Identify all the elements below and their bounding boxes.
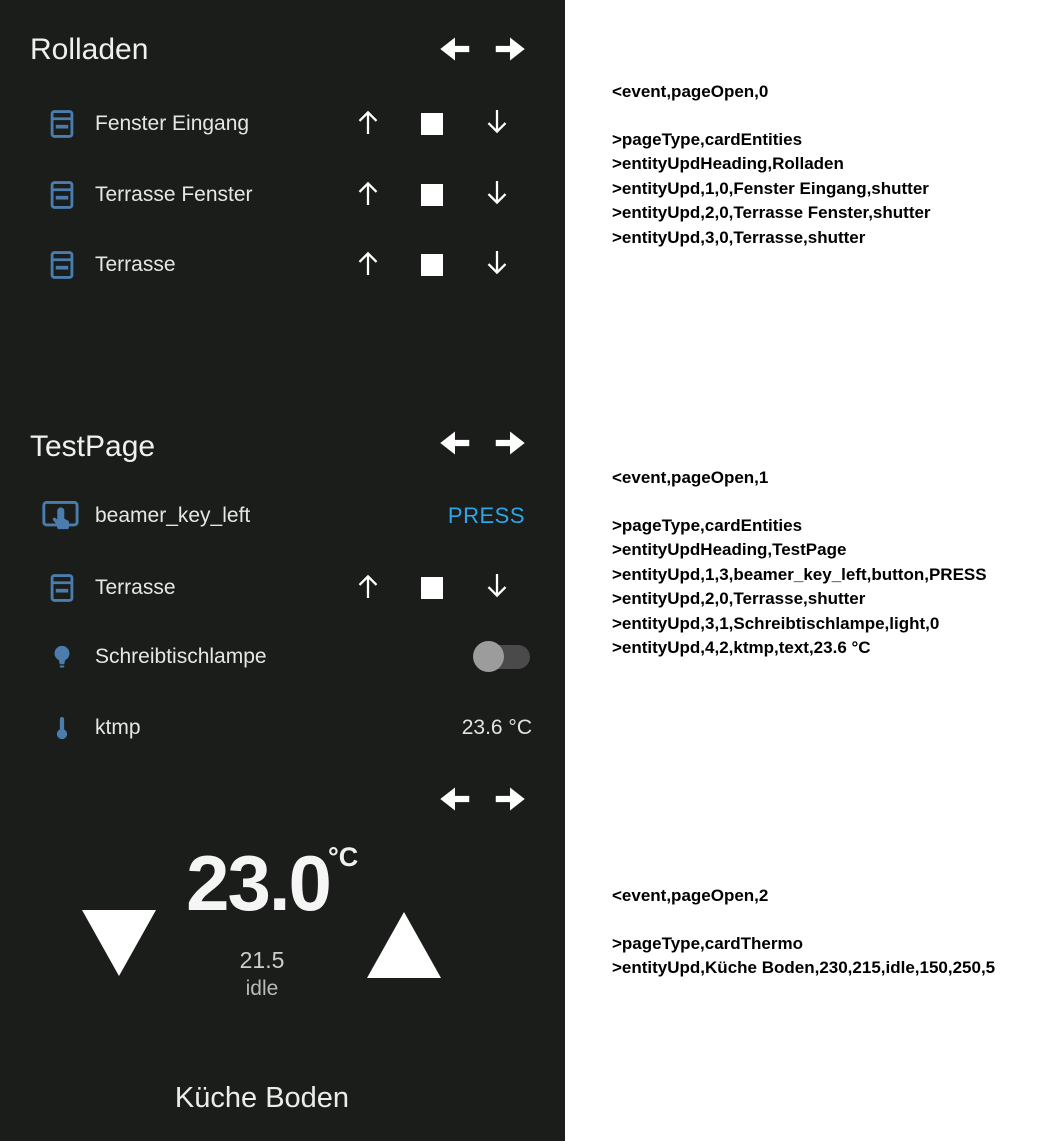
entity-row: [0, 173, 565, 217]
shutter-stop-button[interactable]: [421, 113, 443, 135]
temperature-unit: °C: [328, 842, 359, 872]
entity-row: [0, 566, 565, 610]
card-thermo: [0, 770, 565, 1141]
protocol-line: >pageType,cardEntities: [612, 515, 803, 535]
shutter-down-button[interactable]: [480, 247, 514, 283]
toggle-knob: [473, 641, 504, 672]
shutter-down-button[interactable]: [480, 570, 514, 606]
shutter-stop-button[interactable]: [421, 254, 443, 276]
protocol-event-line: <event,pageOpen,1: [612, 468, 769, 487]
gesture-tap-button-icon: [42, 499, 82, 533]
arrow-up-icon: [352, 105, 384, 144]
window-shutter-icon: [42, 570, 82, 606]
arrow-up-icon: [352, 569, 384, 608]
protocol-block-page2: [612, 884, 1045, 981]
thermo-title: Küche Boden: [174, 1082, 350, 1114]
shutter-up-button[interactable]: [351, 177, 385, 213]
target-temperature: 21.5: [239, 947, 285, 973]
shutter-up-button[interactable]: [351, 570, 385, 606]
entity-row: [0, 706, 565, 750]
arrow-up-icon: [352, 176, 384, 215]
thermometer-icon: [42, 711, 82, 745]
nav-next-button[interactable]: [489, 782, 531, 820]
entity-label: ktmp: [95, 716, 141, 739]
light-toggle[interactable]: [473, 641, 531, 673]
entity-row: [0, 494, 565, 538]
hvac-state: idle: [245, 977, 279, 1000]
lightbulb-icon: [42, 640, 82, 674]
protocol-line: >entityUpdHeading,TestPage: [612, 540, 847, 559]
shutter-down-button[interactable]: [480, 177, 514, 213]
entity-label: beamer_key_left: [95, 504, 251, 527]
press-button[interactable]: PRESS: [447, 503, 525, 528]
entity-label: Terrasse: [95, 253, 176, 276]
arrow-left-bold-icon: [434, 30, 476, 73]
nav-prev-button[interactable]: [434, 782, 476, 820]
entity-label: Schreibtischlampe: [95, 645, 267, 668]
page-title: Rolladen: [30, 33, 149, 66]
shutter-up-button[interactable]: [351, 106, 385, 142]
arrow-down-icon: [481, 246, 513, 285]
card-testpage: [0, 412, 565, 770]
protocol-responses: [612, 128, 1045, 251]
protocol-line: >pageType,cardThermo: [612, 933, 803, 953]
shutter-stop-button[interactable]: [421, 577, 443, 599]
protocol-line: >entityUpd,2,0,Terrasse,shutter: [612, 589, 866, 608]
arrow-left-bold-icon: [434, 780, 476, 823]
arrow-down-icon: [481, 176, 513, 215]
arrow-down-icon: [481, 569, 513, 608]
protocol-block-page1: [612, 466, 1045, 661]
protocol-line: >entityUpd,Küche Boden,230,215,idle,150,250,5: [612, 958, 996, 977]
protocol-line: >pageType,cardEntities: [612, 129, 803, 149]
stop-icon: [421, 577, 443, 599]
protocol-line: >entityUpd,2,0,Terrasse Fenster,shutter: [612, 203, 931, 222]
protocol-line: >entityUpd,3,0,Terrasse,shutter: [612, 227, 866, 247]
nav-prev-button[interactable]: [434, 32, 476, 70]
stop-icon: [421, 184, 443, 206]
protocol-line: >entityUpd,1,0,Fenster Eingang,shutter: [612, 178, 929, 198]
shutter-up-button[interactable]: [351, 247, 385, 283]
protocol-line: >entityUpd,4,2,ktmp,text,23.6 °C: [612, 638, 871, 657]
nav-next-button[interactable]: [489, 32, 531, 70]
arrow-right-bold-icon: [489, 30, 531, 73]
entity-label: Terrasse: [95, 576, 176, 599]
entity-row: [0, 102, 565, 146]
arrow-right-bold-icon: [489, 424, 531, 467]
arrow-left-bold-icon: [434, 424, 476, 467]
nav-next-button[interactable]: [489, 426, 531, 464]
entity-row: [0, 243, 565, 287]
entity-label: Terrasse Fenster: [95, 183, 253, 206]
window-shutter-icon: [42, 247, 82, 283]
protocol-line: >entityUpdHeading,Rolladen: [612, 154, 844, 173]
protocol-event-line: <event,pageOpen,2: [612, 886, 769, 905]
window-shutter-icon: [42, 106, 82, 142]
card-rolladen: [0, 0, 565, 412]
protocol-block-page0: [612, 80, 1045, 250]
text-entity-value: 23.6 °C: [461, 716, 532, 739]
protocol-responses: [612, 932, 1045, 981]
nav-prev-button[interactable]: [434, 426, 476, 464]
page-title: TestPage: [30, 430, 156, 463]
entity-label: Fenster Eingang: [95, 112, 250, 135]
shutter-stop-button[interactable]: [421, 184, 443, 206]
stop-icon: [421, 113, 443, 135]
arrow-right-bold-icon: [489, 780, 531, 823]
protocol-line: >entityUpd,3,1,Schreibtischlampe,light,0: [612, 613, 940, 633]
arrow-down-icon: [481, 105, 513, 144]
stop-icon: [421, 254, 443, 276]
protocol-responses: [612, 514, 1045, 661]
protocol-event-line: <event,pageOpen,0: [612, 82, 769, 101]
shutter-down-button[interactable]: [480, 106, 514, 142]
window-shutter-icon: [42, 177, 82, 213]
current-temperature: 23.0: [186, 839, 330, 927]
protocol-line: >entityUpd,1,3,beamer_key_left,button,PRESS: [612, 564, 987, 584]
entity-row: [0, 635, 565, 679]
arrow-up-icon: [352, 246, 384, 285]
